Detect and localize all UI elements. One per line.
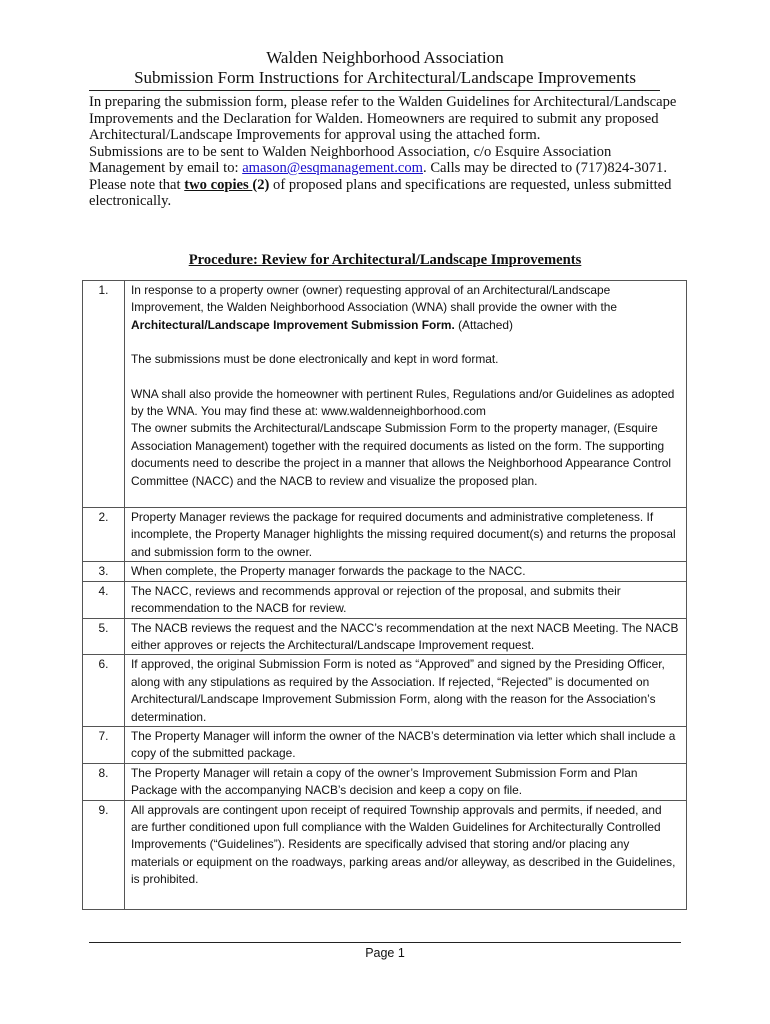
table-row — [83, 655, 687, 727]
table-row — [83, 581, 687, 618]
step-note: WNA shall also provide the homeowner with pertinent Rules, Regulations and/or Guidelines as adopted by the WNA. You may find these at: www.waldenneighborhood.com — [131, 386, 675, 419]
table-row — [83, 618, 687, 655]
submission-form-name: Architectural/Landscape Improvement Submission Form. — [131, 317, 455, 332]
table-row — [83, 763, 687, 800]
step-number: 2. — [83, 508, 125, 562]
table-row — [83, 800, 687, 909]
step-text: When complete, the Property manager forwards the package to the NACC. — [125, 562, 687, 581]
table-row — [83, 562, 687, 581]
intro-text: Submissions are to be sent to Walden Neighborhood Association, c/o Esquire Association Management by email to: — [89, 143, 612, 176]
document-subtitle: Submission Form Instructions for Architectural/Landscape Improvements — [134, 68, 636, 87]
step-number: 8. — [83, 763, 125, 800]
step-number: 5. — [83, 618, 125, 655]
footer-divider — [89, 942, 681, 943]
procedure-heading: Procedure: Review for Architectural/Landscape Improvements — [188, 252, 582, 268]
title-divider — [89, 90, 660, 91]
intro-text: . Calls may be directed to (717)824-3071. Please note that — [89, 160, 667, 193]
step-number: 9. — [83, 800, 125, 909]
step-text: Property Manager reviews the package for required documents and administrative completeness. If incomplete, the Property Manager highlights the missing required document(s) and returns the proposal and submission form to the owner. — [125, 508, 687, 562]
step-text: All approvals are contingent upon receipt of required Township approvals and permits, if needed, and are further conditioned upon full compliance with the Walden Guidelines for Architecturally Controlled Improvements (“Guidelines”). Residents are specifically advised that storing and/or placing any materials or equipment on the roadways, parking areas and/or alleyway, as described in the Guidelines, is prohibited. — [125, 800, 687, 909]
step-note: The owner submits the Architectural/Landscape Submission Form to the property manager, (Esquire Association Management) together with the required documents as listed on the form. The supporting documents need to describe the project in a manner that allows the Neighborhood Appearance Control Committee (NACC) and the NACB to review and visualize the proposed plan. — [131, 421, 672, 488]
step-number: 3. — [83, 562, 125, 581]
email-link[interactable]: amason@esqmanagement.com — [242, 160, 424, 176]
intro-text: of proposed plans and specifications are requested, unless submitted electronically. — [89, 176, 672, 209]
step-text: The NACB reviews the request and the NACC’s recommendation at the next NACB Meeting. The NACB either approves or rejects the Architectural/Landscape Improvement request. — [125, 618, 687, 655]
step-number: 1. — [83, 281, 125, 508]
step-text: In response to a property owner (owner) requesting approval of an Architectural/Landscape Improvement, the Walden Neighborhood Association (WNA) shall provide the owner with the Architectural/Landscape Improvement Submission Form. (Attached) The submissions must be done electronically and kept in word format. WNA shall also provide the homeowner with pertinent Rules, Regulations and/or Guidelines as adopted by the WNA. You may find these at: www.waldenneighborhood.com The owner submits the Architectural/Landscape Submission Form to the property manager, (Esquire Association Management) together with the required documents as listed on the form. The supporting documents need to describe the project in a manner that allows the Neighborhood Appearance Control Committee (NACC) and the NACB to review and visualize the proposed plan. — [125, 281, 687, 508]
step-text: The Property Manager will inform the owner of the NACB’s determination via letter which shall include a copy of the submitted package. — [125, 726, 687, 763]
page-number: Page 1 — [365, 946, 405, 960]
intro-paragraph-2 — [89, 144, 679, 210]
step-text: The NACC, reviews and recommends approval or rejection of the proposal, and submits their recommendation to the NACB for review. — [125, 581, 687, 618]
step-text: The Property Manager will retain a copy of the owner’s Improvement Submission Form and Plan Package with the accompanying NACB’s decision and keep a copy on file. — [125, 763, 687, 800]
table-row — [83, 281, 687, 508]
step-number: 4. — [83, 581, 125, 618]
two-copies-text: two copies — [184, 176, 253, 193]
intro-section — [89, 94, 679, 210]
step-number: 7. — [83, 726, 125, 763]
step-note: The submissions must be done electronically and kept in word format. — [131, 352, 499, 367]
intro-paragraph-1: In preparing the submission form, please refer to the Walden Guidelines for Architectural/Landscape Improvements and the Declaration for Walden. Homeowners are required to submit any proposed Architectural/Landscape Improvements for approval using the attached form. — [89, 94, 677, 143]
document-title: Walden Neighborhood Association — [266, 48, 504, 67]
step-number: 6. — [83, 655, 125, 727]
table-row — [83, 726, 687, 763]
step-text: If approved, the original Submission Form is noted as “Approved” and signed by the Presiding Officer, along with any stipulations as required by the Association. If rejected, “Rejected” is documented on Architectural/Landscape Improvement Submission Form, along with the reason for the Association’s determination. — [125, 655, 687, 727]
copies-number: (2) — [252, 176, 270, 193]
table-row — [83, 508, 687, 562]
procedure-table — [82, 280, 687, 910]
